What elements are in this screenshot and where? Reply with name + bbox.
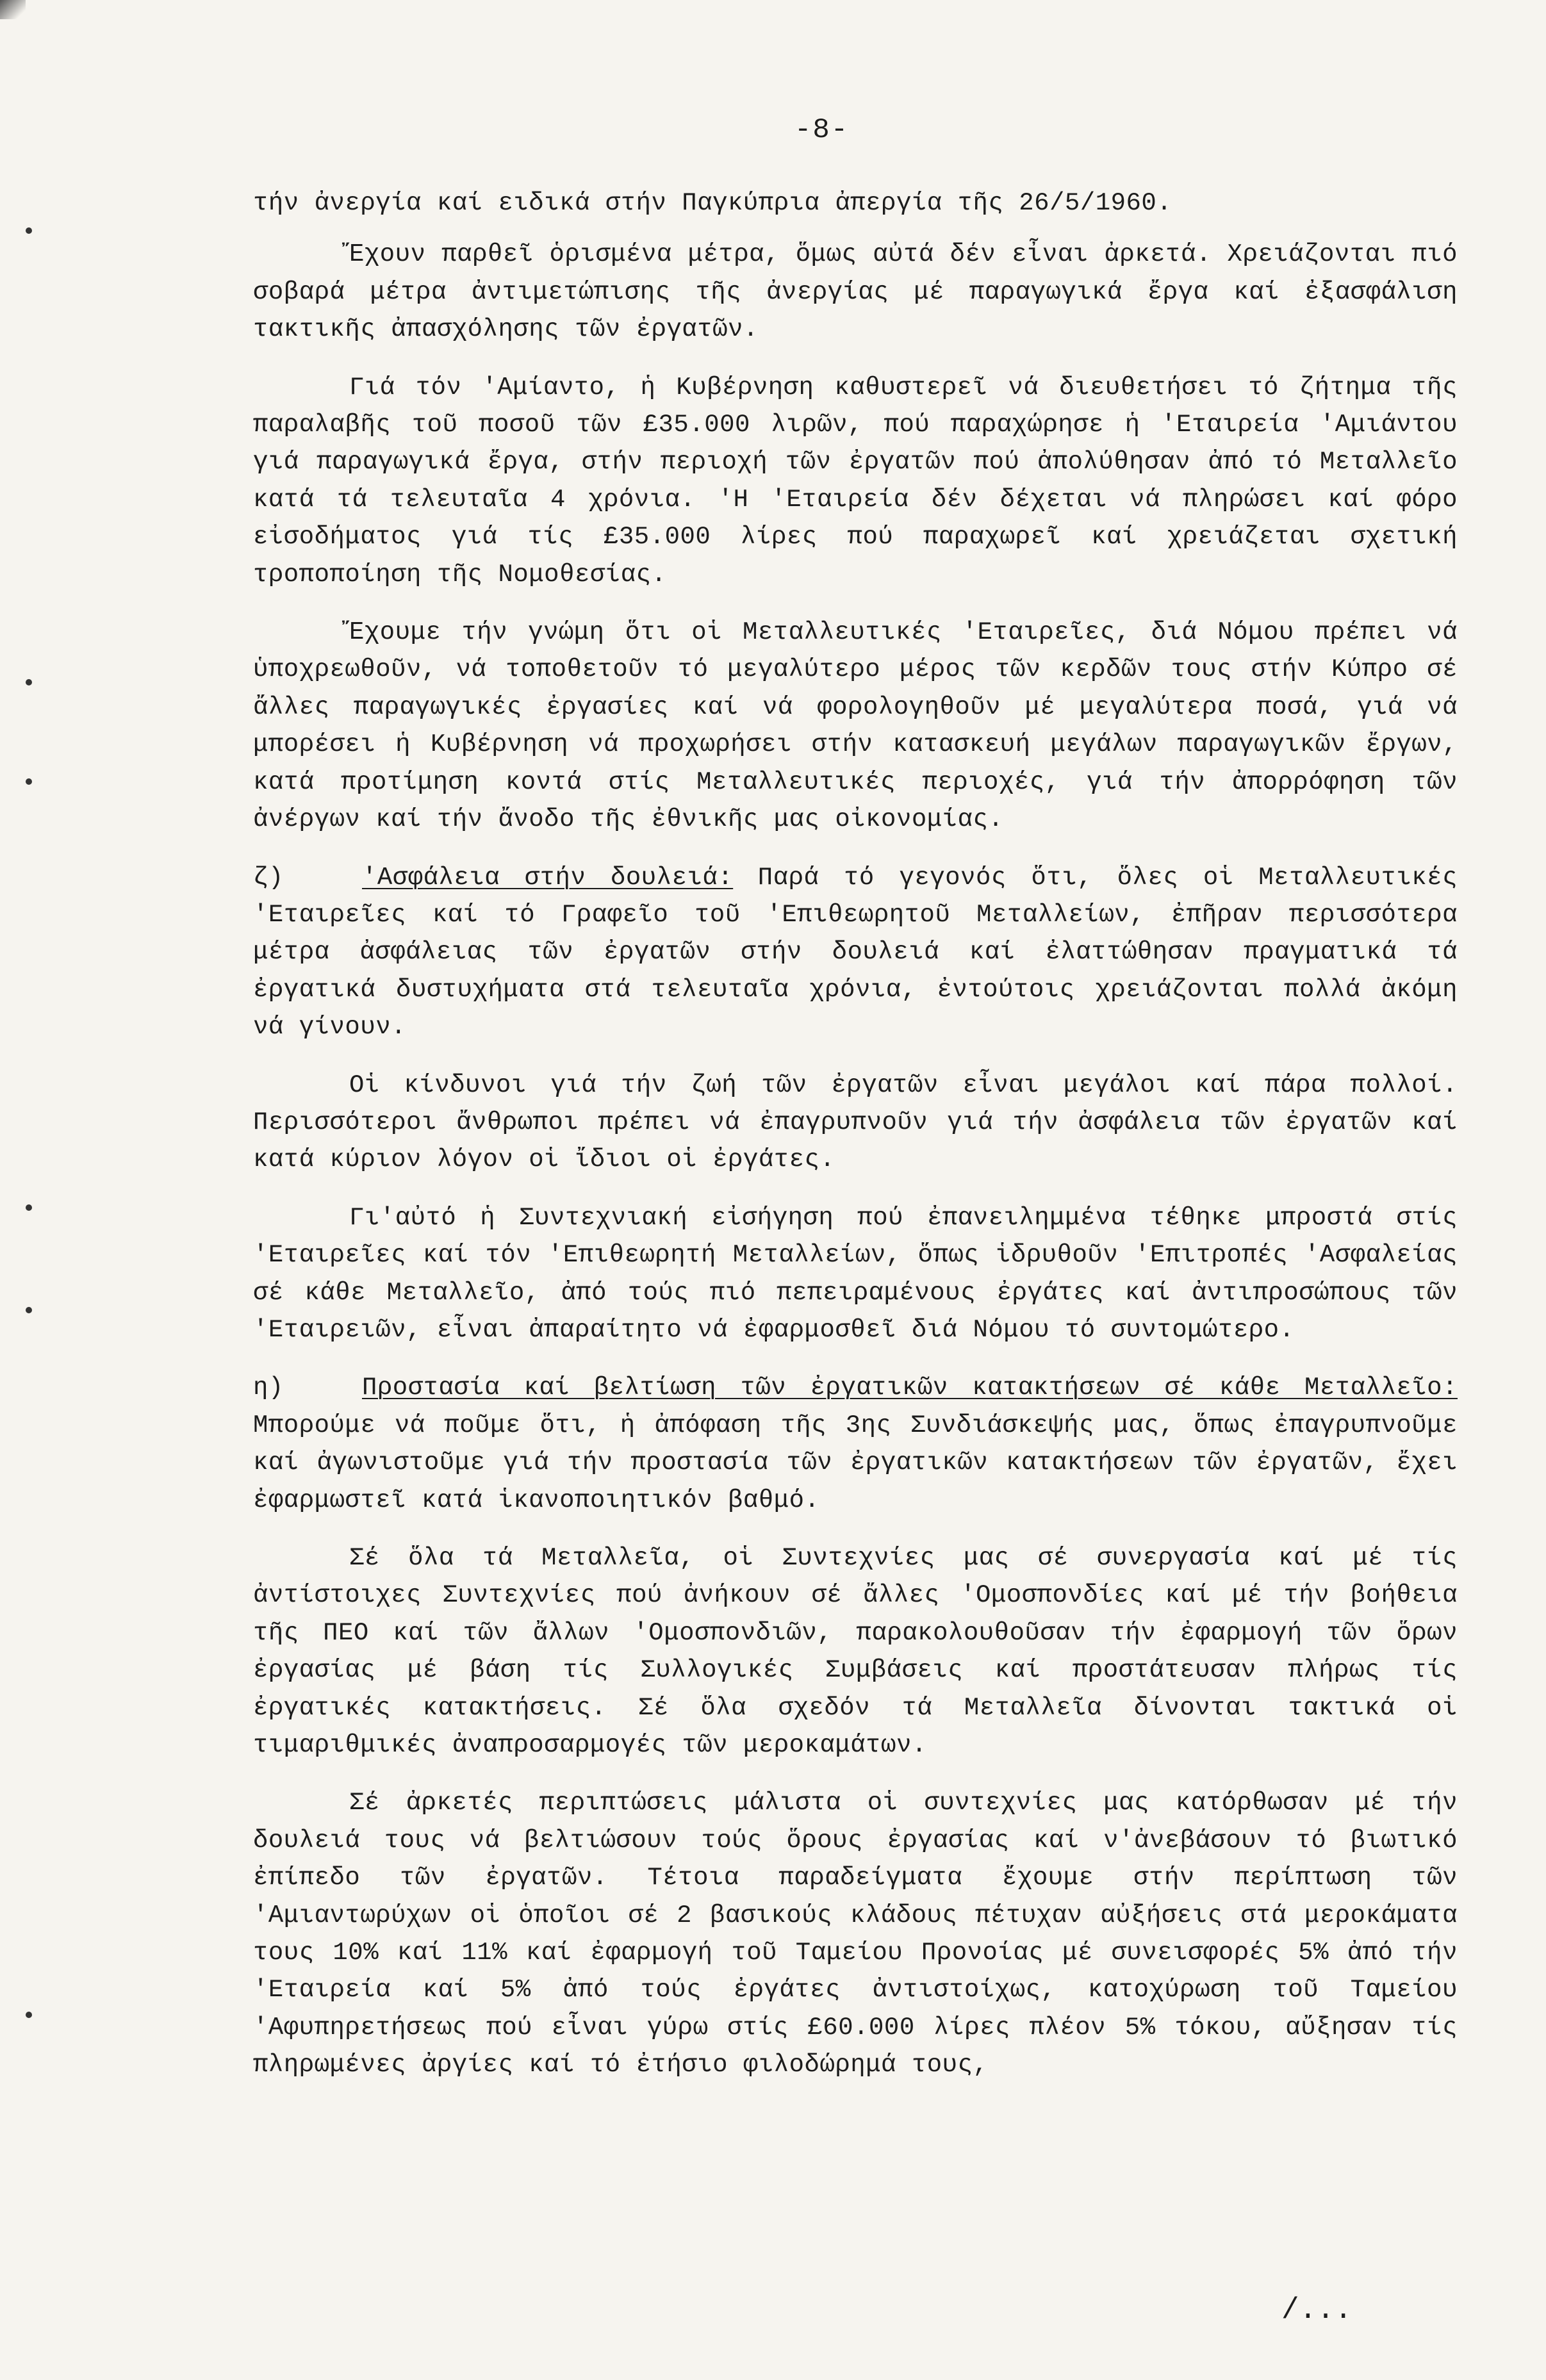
section-protection-text: Μπορούμε νά ποῦμε ὅτι, ἡ ἀπόφαση τῆς 3ης Συνδιάσκεψής μας, ὅπως ἐπαγρυπνοῦμε καί ἀγωνιστοῦμε γιά τήν προστασία τῶν ἐργατικῶν κατακτήσεων τῶν ἐργατῶν, ἔχει ἐφαρμωστεῖ κατά ἱκανοποιητικόν βαθμό. xyxy=(253,1411,1458,1514)
continuation-mark: /... xyxy=(1281,2294,1353,2327)
document-body xyxy=(253,185,1458,2105)
margin-punch-dot xyxy=(26,778,32,785)
margin-punch-dot xyxy=(26,679,32,685)
margin-punch-dot xyxy=(26,1307,32,1313)
margin-punch-dot xyxy=(26,227,32,234)
paragraph-dangers: Οἱ κίνδυνοι γιά τήν ζωή τῶν ἐργατῶν εἶναι μεγάλοι καί πάρα πολλοί. Περισσότεροι ἄνθρωποι πρέπει νά ἐπαγρυπνοῦν γιά τήν ἀσφάλεια τῶν ἐργατῶν καί κατά κύριον λόγον οἱ ἴδιοι οἱ ἐργάτες. xyxy=(253,1071,1458,1174)
section-protection-heading: Προστασία καί βελτίωση τῶν ἐργατικῶν κατακτήσεων σέ κάθε Μεταλλεῖο: xyxy=(362,1374,1458,1402)
section-protection-letter: η) xyxy=(253,1374,284,1402)
paragraph-improvements: Σέ ἀρκετές περιπτώσεις μάλιστα οἱ συντεχνίες μας κατόρθωσαν μέ τήν δουλειά τους νά βελτιώσουν τούς ὅρους ἐργασίας καί ν'ἀνεβάσουν τό βιωτικό ἐπίπεδο τῶν ἐργατῶν. Τέτοια παραδείγματα ἔχουμε στήν περίπτωση τῶν 'Αμιαντωρύχων οἱ ὁποῖοι σέ 2 βασικούς κλάδους πέτυχαν αὐξήσεις στά μεροκάματα τους 10% καί 11% καί ἐφαρμογή τοῦ Ταμείου Προνοίας μέ συνεισφορές 5% ἀπό τήν 'Εταιρεία καί 5% ἀπό τούς ἐργάτες ἀντιστοίχως, κατοχύρωση τοῦ Ταμείου 'Αφυπηρετήσεως πού εἶναι γύρω στίς £60.000 λίρες πλέον 5% τόκου, αὔξησαν τίς πληρωμένες ἀργίες καί τό ἐτήσιο φιλοδώρημά τους, xyxy=(253,1789,1458,2080)
section-safety-text: Παρά τό γεγονός ὅτι, ὅλες οἱ Μεταλλευτικές 'Εταιρεῖες καί τό Γραφεῖο τοῦ 'Επιθεωρητοῦ Μεταλλείων, ἐπῆραν περισσότερα μέτρα ἀσφάλειας τῶν ἐργατῶν στήν δουλειά καί ἐλαττώθησαν πραγματικά τά ἐργατικά δυστυχήματα στά τελευταῖα χρόνια, ἐντούτοις χρειάζονται πολλά ἀκόμη νά γίνουν. xyxy=(253,863,1458,1042)
section-safety-heading: 'Ασφάλεια στήν δουλειά: xyxy=(362,863,734,892)
margin-punch-dot xyxy=(26,2012,32,2018)
section-safety-letter: ζ) xyxy=(253,863,284,892)
scan-edge-mark xyxy=(0,0,26,19)
paragraph-mining-companies: Ἔχουμε τήν γνώμη ὅτι οἱ Μεταλλευτικές 'Εταιρεῖες, διά Νόμου πρέπει νά ὑποχρεωθοῦν, νά τοποθετοῦν τό μεγαλύτερο μέρος τῶν κερδῶν τους στήν Κύπρο σέ ἄλλες παραγωγικές ἐργασίες καί νά φορολογηθοῦν μέ μεγαλύτερα ποσά, γιά νά μπορέσει ἡ Κυβέρνηση νά προχωρήσει στήν κατασκευή μεγάλων παραγωγικῶν ἔργων, κατά προτίμηση κοντά στίς Μεταλλευτικές περιοχές, γιά τήν ἀπορρόφηση τῶν ἀνέργων καί τήν ἄνοδο τῆς ἐθνικῆς μας οἰκονομίας. xyxy=(253,618,1458,834)
paragraph-measures: Ἔχουν παρθεῖ ὁρισμένα μέτρα, ὅμως αὐτά δέν εἶναι ἀρκετά. Χρειάζονται πιό σοβαρά μέτρα ἀντιμετώπισης τῆς ἀνεργίας μέ παραγωγικά ἔργα καί ἐξασφάλιση τακτικῆς ἀπασχόλησης τῶν ἐργατῶν. xyxy=(253,240,1458,344)
paragraph-amiantos: Γιά τόν 'Αμίαντο, ἡ Κυβέρνηση καθυστερεῖ νά διευθετήσει τό ζήτημα τῆς παραλαβῆς τοῦ ποσοῦ τῶν £35.000 λιρῶν, πού παραχώρησε ἡ 'Εταιρεία 'Αμιάντου γιά παραγωγικά ἔργα, στήν περιοχή τῶν ἐργατῶν πού ἀπολύθησαν ἀπό τό Μεταλλεῖο κατά τά τελευταῖα 4 χρόνια. 'Η 'Εταιρεία δέν δέχεται νά πληρώσει καί φόρο εἰσοδήματος γιά τίς £35.000 λίρες πού παραχωρεῖ καί χρειάζεται σχετική τροποποίηση τῆς Νομοθεσίας. xyxy=(253,373,1458,589)
paragraph-intro: τήν ἀνεργία καί ειδικά στήν Παγκύπρια ἀπεργία τῆς 26/5/1960. xyxy=(253,189,1172,217)
paragraph-safety-committees: Γι'αὐτό ἡ Συντεχνιακή εἰσήγηση πού ἐπανειλημμένα τέθηκε μπροστά στίς 'Εταιρεῖες καί τόν 'Επιθεωρητή Μεταλλείων, ὅπως ἱδρυθοῦν 'Επιτροπές 'Ασφαλείας σέ κάθε Μεταλλεῖο, ἀπό τούς πιό πεπειραμένους ἐργάτες καί ἀντιπροσώπους τῶν 'Εταιρειῶν, εἶναι ἀπαραίτητο νά ἐφαρμοσθεῖ διά Νόμου τό συντομώτερο. xyxy=(253,1203,1458,1344)
section-safety xyxy=(253,859,1458,1046)
margin-punch-dot xyxy=(26,1204,32,1211)
page-number: -8- xyxy=(794,114,850,146)
paragraph-unions: Σέ ὅλα τά Μεταλλεῖα, οἱ Συντεχνίες μας σέ συνεργασία καί μέ τίς ἀντίστοιχες Συντεχνίες πού ἀνήκουν σέ ἄλλες 'Ομοσπονδίες καί μέ τήν βοήθεια τῆς ΠΕΟ καί τῶν ἄλλων 'Ομοσπονδιῶν, παρακολουθοῦσαν τήν ἐφαρμογή τῶν ὅρων ἐργασίας μέ βάση τίς Συλλογικές Συμβάσεις καί προστάτευσαν πλήρως τίς ἐργατικές κατακτήσεις. Σέ ὅλα σχεδόν τά Μεταλλεῖα δίνονται τακτικά οἱ τιμαριθμικές ἀναπροσαρμογές τῶν μεροκαμάτων. xyxy=(253,1544,1458,1760)
section-protection xyxy=(253,1369,1458,1519)
